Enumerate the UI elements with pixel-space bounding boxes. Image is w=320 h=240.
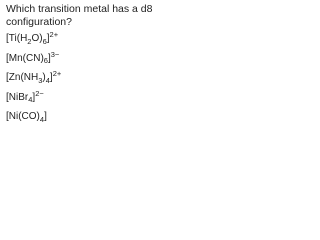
subscript: 3 (38, 75, 43, 85)
subscript: 6 (42, 36, 47, 46)
option-nibr4-complex[interactable] (6, 88, 61, 104)
subscript: 4 (39, 114, 45, 124)
option-ti-complex[interactable] (6, 30, 61, 46)
option-text: ) (42, 72, 46, 83)
option-text: [Mn(CN) (6, 52, 44, 64)
option-text: [Ni(CO) (6, 111, 40, 122)
option-text: [Zn(NH (6, 72, 39, 83)
option-text: O) (31, 33, 43, 44)
question-line-1: Which transition metal has a d8 (6, 3, 153, 15)
option-text: ] (47, 52, 51, 64)
charge-superscript: 2− (35, 88, 44, 98)
option-mn-complex[interactable] (6, 49, 61, 65)
subscript: 4 (45, 75, 50, 85)
option-zn-complex[interactable] (6, 69, 62, 85)
option-text: ] (46, 33, 50, 44)
charge-superscript: 3− (50, 49, 60, 59)
charge-superscript: 2+ (49, 30, 59, 39)
answer-options (6, 30, 62, 131)
subscript: 2 (27, 36, 32, 46)
option-text: [Ti(H (6, 33, 28, 44)
question-line-2: configuration? (6, 16, 72, 28)
option-text: ] (32, 91, 36, 103)
option-nico4-complex[interactable] (6, 111, 61, 122)
option-text: [NiBr (6, 91, 29, 103)
option-text: ] (44, 111, 47, 122)
charge-superscript: 2+ (52, 69, 62, 78)
subscript: 4 (28, 95, 33, 104)
subscript: 6 (43, 56, 48, 65)
option-text: ] (49, 72, 53, 83)
question-text (6, 3, 196, 29)
